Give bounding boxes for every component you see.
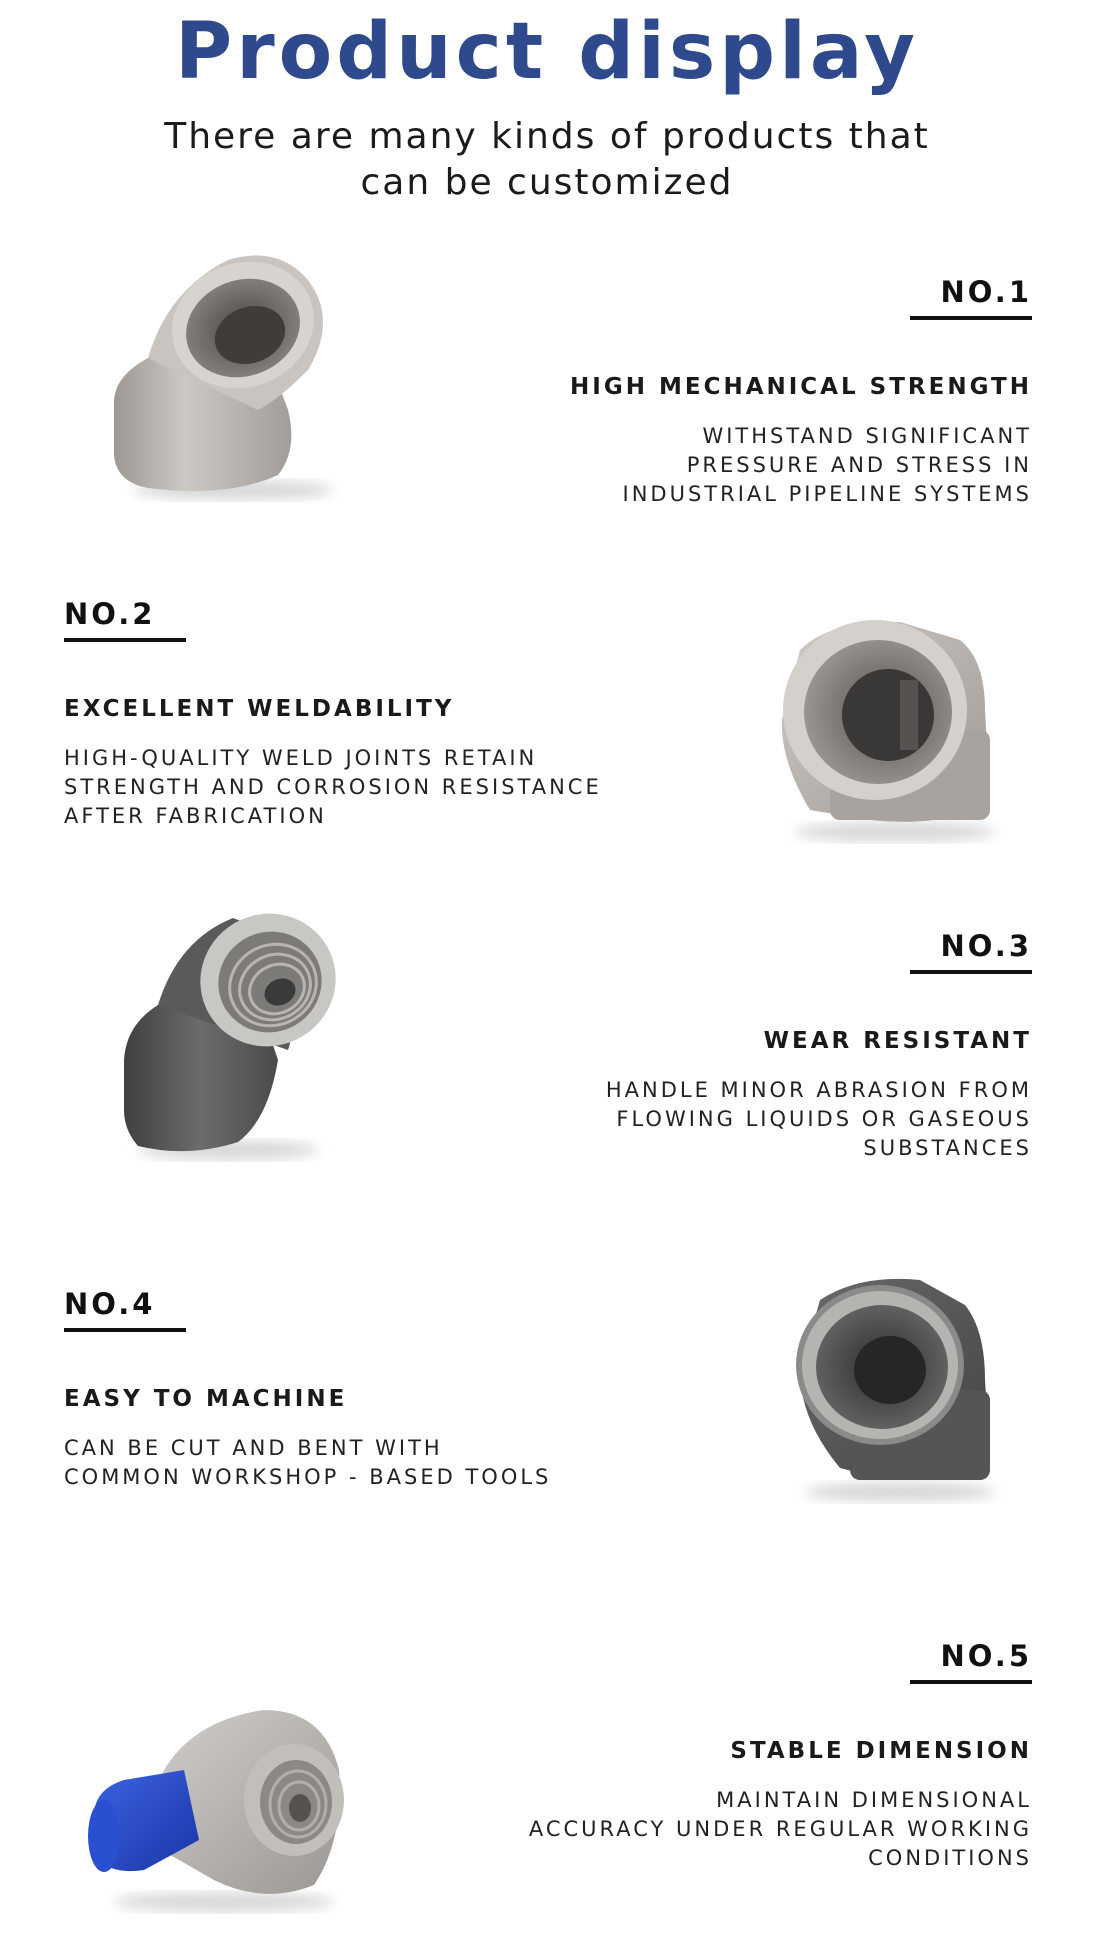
page-subtitle: There are many kinds of products that can be customized — [164, 116, 930, 203]
feature-heading: EASY TO MACHINE — [64, 1386, 348, 1412]
product-image-3 — [118, 910, 348, 1170]
description-line: CONDITIONS — [868, 1846, 1032, 1870]
feature-number: NO.3 — [940, 929, 1032, 963]
product-image-2 — [770, 610, 1010, 850]
feature-4 — [0, 1270, 1094, 1600]
number-underline — [910, 1680, 1032, 1684]
feature-3 — [0, 910, 1094, 1240]
number-underline — [910, 970, 1032, 974]
feature-heading: STABLE DIMENSION — [730, 1738, 1032, 1764]
description-line: HIGH-QUALITY WELD JOINTS RETAIN — [64, 746, 538, 770]
description-line: STRENGTH AND CORROSION RESISTANCE — [64, 775, 602, 799]
feature-number: NO.1 — [940, 275, 1032, 309]
feature-heading: HIGH MECHANICAL STRENGTH — [570, 374, 1032, 400]
feature-heading: EXCELLENT WELDABILITY — [64, 696, 455, 722]
description-line: MAINTAIN DIMENSIONAL — [716, 1788, 1032, 1812]
feature-1 — [0, 250, 1094, 580]
product-image-1 — [108, 250, 348, 510]
description-line: AFTER FABRICATION — [64, 804, 327, 828]
description-line: INDUSTRIAL PIPELINE SYSTEMS — [622, 482, 1032, 506]
stainless-45-elbow-icon — [108, 250, 348, 510]
feature-description — [64, 744, 624, 831]
number-underline — [910, 316, 1032, 320]
feature-number: NO.4 — [64, 1287, 156, 1321]
description-line: PRESSURE AND STRESS IN — [686, 453, 1032, 477]
feature-number: NO.5 — [940, 1639, 1032, 1673]
galvanized-street-elbow-icon — [74, 1680, 354, 1920]
description-line: ACCURACY UNDER REGULAR WORKING — [528, 1817, 1032, 1841]
carbon-steel-90-elbow-icon — [780, 1270, 1010, 1510]
description-line: COMMON WORKSHOP - BASED TOOLS — [64, 1465, 552, 1489]
number-underline — [64, 638, 186, 642]
stainless-90-elbow-icon — [770, 610, 1010, 850]
product-image-5 — [74, 1680, 354, 1920]
feature-description — [472, 1076, 1032, 1163]
feature-2 — [0, 580, 1094, 910]
feature-description — [64, 1434, 624, 1492]
feature-description — [472, 1786, 1032, 1873]
description-line: HANDLE MINOR ABRASION FROM — [605, 1078, 1032, 1102]
carbon-steel-45-threaded-elbow-icon — [118, 910, 348, 1170]
feature-5 — [0, 1620, 1094, 1950]
product-image-4 — [780, 1270, 1010, 1510]
description-line: SUBSTANCES — [863, 1136, 1032, 1160]
feature-heading: WEAR RESISTANT — [763, 1028, 1032, 1054]
description-line: FLOWING LIQUIDS OR GASEOUS — [616, 1107, 1032, 1131]
page-title: Product display — [175, 7, 919, 97]
description-line: WITHSTAND SIGNIFICANT — [702, 424, 1032, 448]
feature-description — [472, 422, 1032, 509]
feature-number: NO.2 — [64, 597, 156, 631]
description-line: CAN BE CUT AND BENT WITH — [64, 1436, 443, 1460]
number-underline — [64, 1328, 186, 1332]
